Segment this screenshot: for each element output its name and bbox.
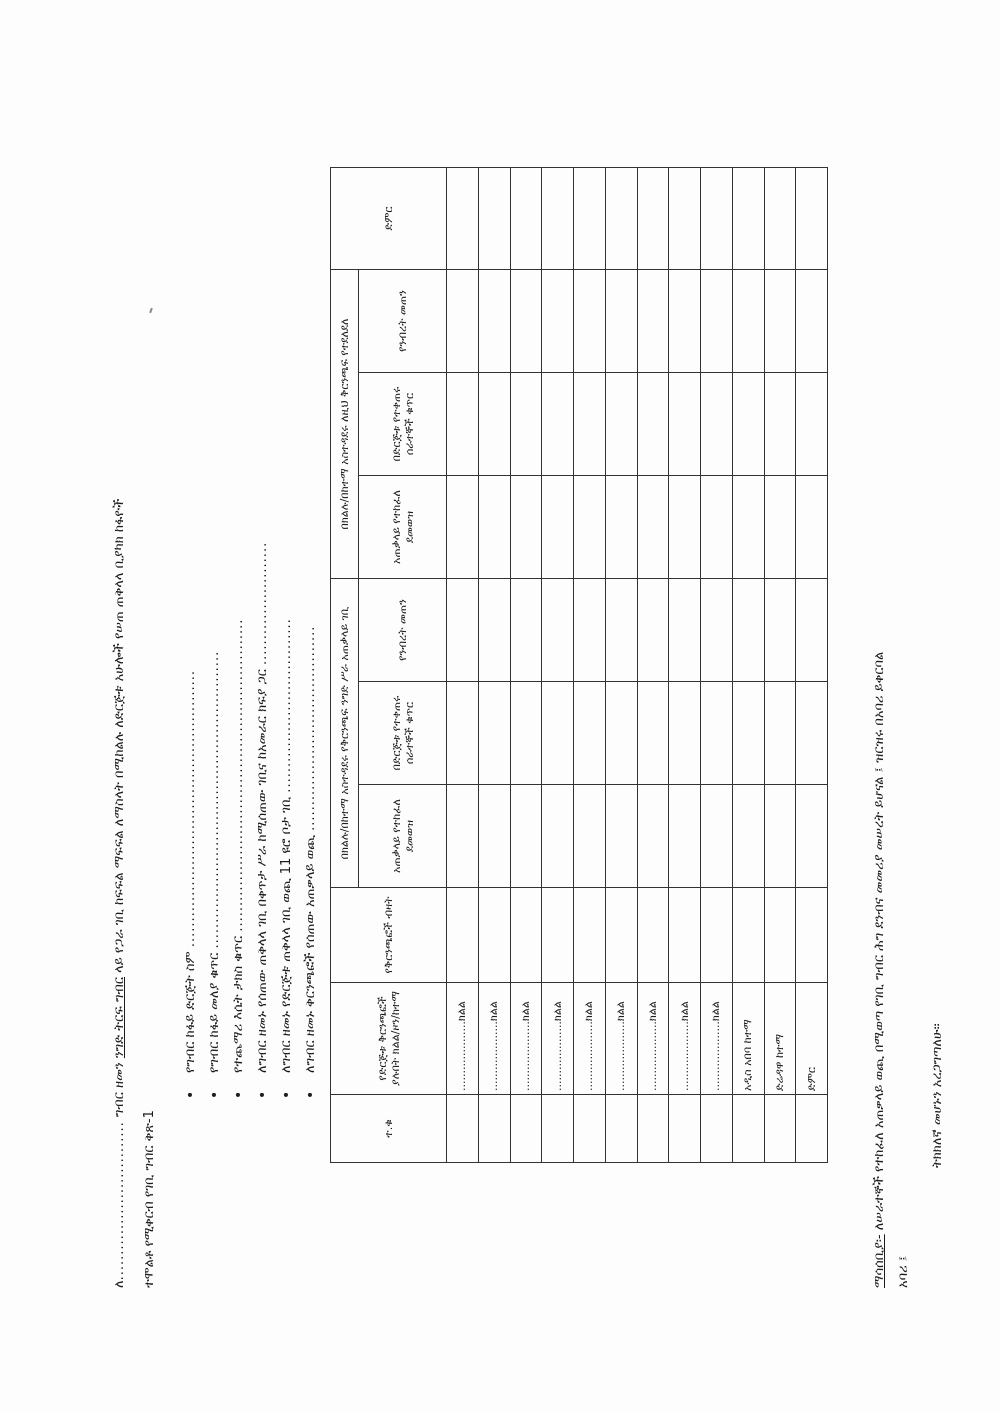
cell-value[interactable] (764, 888, 796, 983)
cell-value[interactable] (447, 476, 479, 579)
cell-value[interactable] (796, 888, 828, 983)
cell-value[interactable] (605, 888, 637, 983)
row-dots: .................... (455, 1021, 469, 1091)
field-dots: .......................................................... (207, 650, 222, 949)
cell-value[interactable] (542, 373, 574, 476)
cell-no[interactable] (478, 1095, 510, 1163)
table-row (605, 167, 637, 1162)
cell-value[interactable] (796, 579, 828, 682)
cell-value[interactable] (732, 269, 764, 372)
cell-value[interactable] (510, 682, 542, 785)
row-suffix: ክልል (487, 1001, 501, 1022)
cell-value[interactable] (478, 888, 510, 983)
cell-no[interactable] (701, 1095, 733, 1163)
cell-value[interactable] (447, 373, 479, 476)
header-underlined: ንግድ ትርፍ ግብር (112, 976, 127, 1059)
cell-value[interactable] (764, 476, 796, 579)
cell-value[interactable] (701, 888, 733, 983)
cell-no[interactable] (732, 1095, 764, 1163)
row-dots: .................... (645, 1021, 659, 1091)
cell-value[interactable] (605, 785, 637, 888)
row-dots: .................... (677, 1021, 691, 1091)
cell-value[interactable] (796, 269, 828, 372)
cell-branch-location (542, 983, 574, 1095)
cell-value[interactable] (447, 785, 479, 888)
row-dots: .................... (709, 1021, 723, 1091)
row-suffix: ክልል (614, 1001, 628, 1022)
cell-value[interactable] (447, 579, 479, 682)
cell-branch-location (701, 983, 733, 1095)
field-line-2 (207, 651, 223, 1073)
cell-value[interactable] (574, 476, 606, 579)
cell-value[interactable] (574, 167, 606, 269)
cell-value[interactable] (542, 888, 574, 983)
cell-value[interactable] (732, 476, 764, 579)
cell-value[interactable] (542, 785, 574, 888)
cell-branch-location (574, 983, 606, 1095)
cell-value[interactable] (605, 269, 637, 372)
cell-value[interactable] (669, 167, 701, 269)
field-line-1 (183, 670, 199, 1073)
cell-value[interactable] (669, 476, 701, 579)
cell-value[interactable] (732, 888, 764, 983)
cell-value[interactable] (510, 579, 542, 682)
cell-value[interactable] (574, 373, 606, 476)
cell-value[interactable] (478, 682, 510, 785)
cell-no[interactable] (605, 1095, 637, 1163)
cell-value[interactable] (732, 373, 764, 476)
cell-value[interactable] (478, 476, 510, 579)
cell-value[interactable] (605, 167, 637, 269)
cell-value[interactable] (637, 269, 669, 372)
cell-value[interactable] (732, 785, 764, 888)
cell-value[interactable] (574, 269, 606, 372)
cell-no[interactable] (574, 1095, 606, 1163)
table-row (764, 167, 796, 1162)
cell-value[interactable] (510, 888, 542, 983)
cell-value[interactable] (637, 682, 669, 785)
table-row (478, 167, 510, 1162)
cell-value[interactable] (637, 476, 669, 579)
cell-no[interactable] (764, 1095, 796, 1163)
cell-value[interactable] (605, 476, 637, 579)
field-label: የግብር ከፋይ መለያ ቁጥር (207, 952, 222, 1073)
table-row (796, 167, 828, 1162)
field-dots: ............................................................. (231, 618, 246, 932)
cell-value[interactable] (701, 167, 733, 269)
cell-value[interactable] (701, 269, 733, 372)
cell-branch-location (605, 983, 637, 1095)
header-line-1 (112, 499, 128, 1288)
cell-value[interactable] (764, 579, 796, 682)
note-line (872, 652, 887, 1288)
row-dots: .................... (614, 1021, 628, 1091)
cell-value[interactable] (669, 888, 701, 983)
addressee-dots: ............................... (112, 1121, 127, 1281)
row-suffix: ክልል (582, 1001, 596, 1022)
field-line-6 (303, 626, 319, 1073)
table-row (732, 167, 764, 1162)
header-sub-salary: አጠቃላይ የተከፈለ ደመወዝ (359, 785, 447, 888)
note-text: ለሠራተኞች የተከፈለ አጠቃላይ ወጪ በሚወጣ የገቢ ግብር ሕግ ደንብና መመሪያ መሠረት ይሆናል ፤ ዝርዝሩ በአባሪ ይቀርባል (872, 651, 887, 1235)
cell-value[interactable] (510, 373, 542, 476)
cell-value[interactable] (574, 888, 606, 983)
cell-value[interactable] (669, 579, 701, 682)
cell-value[interactable] (796, 167, 828, 269)
table-row (542, 167, 574, 1162)
cell-value[interactable] (574, 579, 606, 682)
header-sub-salary: አጠቃላይ የተከፈለ ደመወዝ (359, 476, 447, 579)
cell-branch-location (669, 983, 701, 1095)
cell-value[interactable] (732, 167, 764, 269)
cell-value[interactable] (796, 373, 828, 476)
field-line-4 (255, 542, 271, 1073)
field-label: የተጨማሪ እሴት ታክስ ቁጥር (231, 935, 246, 1073)
field-dots: .................................. (279, 618, 294, 793)
header-total: ድምር (331, 167, 447, 269)
table-row (447, 167, 479, 1162)
cell-value[interactable] (764, 785, 796, 888)
field-label: የግብር ከፋይ ድርጅት ስም (183, 951, 198, 1073)
row-dots: .................... (582, 1021, 596, 1091)
cell-value[interactable] (605, 373, 637, 476)
cell-branch-location: ድምር (796, 983, 828, 1095)
cell-value[interactable] (637, 785, 669, 888)
cell-value[interactable] (637, 373, 669, 476)
cell-value[interactable] (478, 167, 510, 269)
row-suffix: ክልል (518, 1001, 532, 1022)
cell-value[interactable] (510, 167, 542, 269)
cell-value[interactable] (542, 476, 574, 579)
cell-value[interactable] (732, 682, 764, 785)
row-suffix: ክልል (550, 1001, 564, 1022)
cell-value[interactable] (637, 579, 669, 682)
cell-value[interactable] (796, 682, 828, 785)
closing-statement: ትክክለኛ መሆኑን አረጋግጣለሁ። (930, 1023, 945, 1168)
cell-value[interactable] (510, 785, 542, 888)
cell-value[interactable] (478, 269, 510, 372)
cell-value[interactable] (764, 167, 796, 269)
salutation: ለ (112, 1280, 127, 1288)
cell-value[interactable] (637, 888, 669, 983)
header-line-1-tail: ላይ የጋራ ገቢ ከፍፍል ማፍፍል ለማስላት በሚከልሉ ለድርጅቱ አሁሎች የሠጠ ጠቅላላ ቢያካክ ከፋዮች (112, 498, 127, 977)
cell-value[interactable] (701, 682, 733, 785)
cell-value[interactable] (542, 167, 574, 269)
cell-value[interactable] (732, 579, 764, 682)
cell-value[interactable] (542, 579, 574, 682)
header-sub-employees: በድርጅቱ የተቀጠሩ ሰራተኞች ቁጥር (359, 682, 447, 785)
field-dots: ........................................ (303, 625, 318, 831)
cell-value[interactable] (796, 476, 828, 579)
form-title: ተሞልቶ የሚቀርብ የገቢ ግብር ቅጽ-1 (142, 1110, 157, 1288)
branch-allocation-table (330, 167, 828, 1163)
table-row (574, 167, 606, 1162)
cell-value[interactable] (542, 269, 574, 372)
cell-value[interactable] (510, 269, 542, 372)
note-continuation: አባሪ ፤ (896, 1255, 911, 1288)
row-suffix: ክልል (645, 1001, 659, 1022)
header-line-1-rest: ግብር ዘመን (112, 1058, 127, 1118)
header-group-1: በክልሉ/በከተማ አስተዳደሩ የቅርንጫፍ ንግድ ሥራ አጠቃላይ ገቢ (331, 579, 359, 888)
cell-value[interactable] (478, 785, 510, 888)
cell-value[interactable] (701, 476, 733, 579)
header-sub-assets: የንብረት መጠን (359, 269, 447, 372)
table-row (637, 167, 669, 1162)
note-label: ማሳሰቢያ፡- (872, 1234, 887, 1288)
cell-no[interactable] (669, 1095, 701, 1163)
table-row (669, 167, 701, 1162)
header-group-2: በክልሉ/በከተማ አስተዳደሩ ለዚህ ቅርንጫፍ የተደለደለ (331, 269, 359, 578)
cell-value[interactable] (478, 579, 510, 682)
field-dots: ........................ (255, 541, 270, 665)
header-sub-employees: በድርጅቱ የተቀጠሩ ሰራተኞች ቁጥር (359, 373, 447, 476)
cell-value[interactable] (669, 269, 701, 372)
cell-value[interactable] (669, 682, 701, 785)
cell-value[interactable] (764, 269, 796, 372)
field-label: ለግብር ዘመኑ የሰጠው ጠቅላላ ገቢ በቀጥታ ሥራ ከሚሰጠው ገቢና ከአመራር ክፍያ ጋር (255, 669, 270, 1073)
cell-value[interactable] (701, 785, 733, 888)
cell-no[interactable] (542, 1095, 574, 1163)
header-branch-location: የድርጅቱ ቅርንጫፎች ያሉበት ክልል/ዞን/ከተማ (331, 983, 447, 1095)
cell-branch-location (637, 983, 669, 1095)
cell-value[interactable] (447, 888, 479, 983)
row-suffix: ክልል (455, 1001, 469, 1022)
cell-value[interactable] (764, 373, 796, 476)
row-suffix: ክልል (677, 1001, 691, 1022)
cell-no[interactable] (447, 1095, 479, 1163)
cell-no[interactable] (637, 1095, 669, 1163)
cell-branch-location (478, 983, 510, 1095)
cell-value[interactable] (510, 476, 542, 579)
header-no: ተ.ቁ (331, 1095, 447, 1163)
cell-value[interactable] (447, 167, 479, 269)
cell-branch-location (510, 983, 542, 1095)
header-branch-count: የቅርንጫፎች ብዛት (331, 888, 447, 983)
cell-branch-location: አዲስ አበባ ከተማ (732, 983, 764, 1095)
cell-value[interactable] (669, 785, 701, 888)
table-row (510, 167, 542, 1162)
cell-value[interactable] (574, 682, 606, 785)
cell-value[interactable] (574, 785, 606, 888)
cell-value[interactable] (701, 373, 733, 476)
cell-value[interactable] (478, 373, 510, 476)
row-dots: .................... (487, 1021, 501, 1091)
cell-value[interactable] (605, 579, 637, 682)
field-dots: ...................................................... (183, 670, 198, 948)
field-line-3 (231, 619, 247, 1073)
cell-value[interactable] (542, 682, 574, 785)
field-label: ለግብር ዘመኑ ቅርንጫፎች የሰጠው አጠቃላይ ወጪ (303, 835, 318, 1073)
cell-branch-location: ድሬዳዋ ከተማ (764, 983, 796, 1095)
row-suffix: ክልል (709, 1001, 723, 1022)
scan-speck (149, 308, 153, 313)
field-line-5 (279, 618, 295, 1073)
cell-value[interactable] (447, 682, 479, 785)
header-sub-assets: የንብረት መጠን (359, 579, 447, 682)
cell-value[interactable] (764, 682, 796, 785)
row-dots: .................... (550, 1021, 564, 1091)
cell-no[interactable] (510, 1095, 542, 1163)
cell-value[interactable] (701, 579, 733, 682)
cell-value[interactable] (669, 373, 701, 476)
row-dots: .................... (518, 1021, 532, 1091)
cell-value[interactable] (605, 682, 637, 785)
cell-value[interactable] (447, 269, 479, 372)
table-row (701, 167, 733, 1162)
cell-value[interactable] (637, 167, 669, 269)
table-body (447, 167, 828, 1162)
cell-value[interactable] (796, 785, 828, 888)
field-label: ለግብር ዘመኑ የድርጅቱ ጠቅላላ ገቢ ወጪ 11 ዩሮ ቦታ ገቢ (279, 796, 294, 1073)
cell-no[interactable] (796, 1095, 828, 1163)
cell-branch-location (447, 983, 479, 1095)
